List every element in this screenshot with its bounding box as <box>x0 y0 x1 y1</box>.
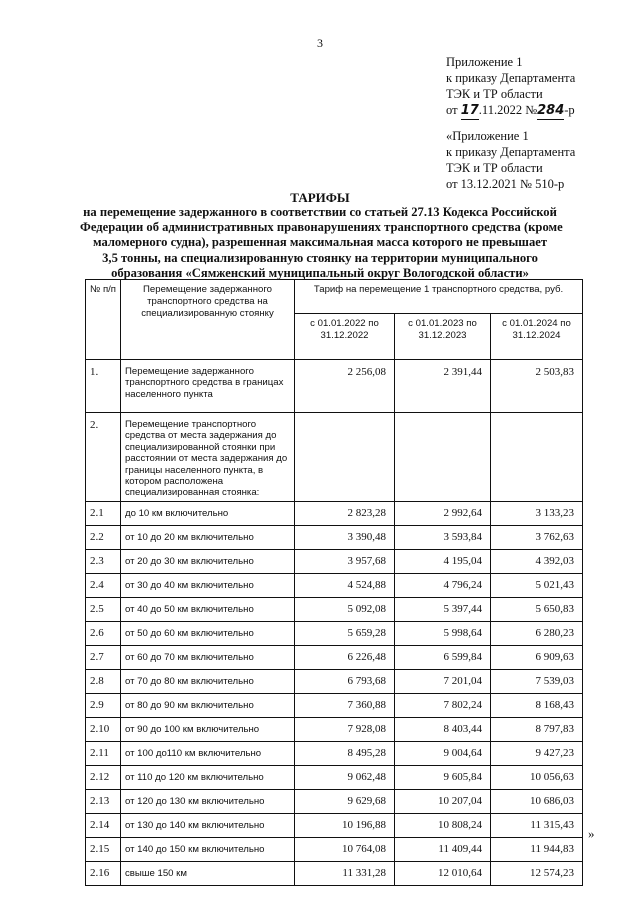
order-suffix: -р <box>564 103 575 117</box>
tariff-table <box>85 279 583 886</box>
tariff-2023: 3 593,84 <box>395 525 491 549</box>
table-row <box>86 525 583 549</box>
row-number: 2.2 <box>86 525 121 549</box>
tariff-2024: 11 315,43 <box>491 813 583 837</box>
row-number: 2.9 <box>86 693 121 717</box>
appendix-line: к приказу Департамента <box>446 71 576 85</box>
tariff-2023 <box>395 413 491 502</box>
table-row <box>86 765 583 789</box>
tariff-2022: 3 957,68 <box>295 549 395 573</box>
tariff-2022: 7 928,08 <box>295 717 395 741</box>
row-number: 2.14 <box>86 813 121 837</box>
tariff-2022: 4 524,88 <box>295 573 395 597</box>
tariff-2024: 6 909,63 <box>491 645 583 669</box>
handwritten-day: 17 <box>460 103 479 118</box>
row-description: от 70 до 80 км включительно <box>121 669 295 693</box>
tariff-2024: 5 650,83 <box>491 597 583 621</box>
tariff-2023: 10 207,04 <box>395 789 491 813</box>
tariff-2023: 11 409,44 <box>395 837 491 861</box>
row-number: 2.11 <box>86 741 121 765</box>
row-number: 2.15 <box>86 837 121 861</box>
table-row <box>86 360 583 413</box>
tariff-2023: 12 010,64 <box>395 861 491 885</box>
date-rest: .11.2022 № <box>478 103 538 117</box>
row-description: от 30 до 40 км включительно <box>121 573 295 597</box>
row-number: 2.6 <box>86 621 121 645</box>
row-description: от 50 до 60 км включительно <box>121 621 295 645</box>
tariff-2022: 11 331,28 <box>295 861 395 885</box>
table-row <box>86 573 583 597</box>
tariff-2022: 7 360,88 <box>295 693 395 717</box>
tariff-2024: 11 944,83 <box>491 837 583 861</box>
table-row <box>86 597 583 621</box>
tariff-2023: 8 403,44 <box>395 717 491 741</box>
tariff-2024: 7 539,03 <box>491 669 583 693</box>
header-tariff-group: Тариф на перемещение 1 транспортного средства, руб. <box>295 280 583 314</box>
row-description: от 40 до 50 км включительно <box>121 597 295 621</box>
tariff-2022: 10 764,08 <box>295 837 395 861</box>
header-period-2024: с 01.01.2024 по 31.12.2024 <box>491 314 583 360</box>
appendix-date-line <box>446 102 575 120</box>
subtitle-line: маломерного судна), разрешенная максимальная масса которого не превышает <box>92 235 548 250</box>
appendix-line: «Приложение 1 <box>446 129 529 143</box>
row-description: от 90 до 100 км включительно <box>121 717 295 741</box>
row-description: от 10 до 20 км включительно <box>121 525 295 549</box>
table-row <box>86 549 583 573</box>
closing-quote: » <box>588 826 595 841</box>
page-number: 3 <box>317 36 323 50</box>
row-number: 2. <box>86 413 121 502</box>
tariff-2024: 10 686,03 <box>491 789 583 813</box>
appendix-block-old <box>446 128 575 192</box>
row-description: от 120 до 130 км включительно <box>121 789 295 813</box>
tariff-2022: 9 062,48 <box>295 765 395 789</box>
tariff-2022: 6 226,48 <box>295 645 395 669</box>
tariff-2022: 3 390,48 <box>295 525 395 549</box>
tariff-2024: 4 392,03 <box>491 549 583 573</box>
row-description: от 130 до 140 км включительно <box>121 813 295 837</box>
tariff-2024: 6 280,23 <box>491 621 583 645</box>
table-row <box>86 669 583 693</box>
tariff-2024: 3 762,63 <box>491 525 583 549</box>
row-number: 1. <box>86 360 121 413</box>
row-number: 2.13 <box>86 789 121 813</box>
appendix-line: ТЭК и ТР области <box>446 87 543 101</box>
tariff-2023: 9 605,84 <box>395 765 491 789</box>
row-description: свыше 150 км <box>121 861 295 885</box>
row-description: от 100 до110 км включительно <box>121 741 295 765</box>
tariff-2024: 9 427,23 <box>491 741 583 765</box>
table-row <box>86 717 583 741</box>
row-number: 2.3 <box>86 549 121 573</box>
tariff-2024: 5 021,43 <box>491 573 583 597</box>
document-title: ТАРИФЫ <box>290 190 350 205</box>
tariff-2023: 10 808,24 <box>395 813 491 837</box>
tariff-2023: 7 201,04 <box>395 669 491 693</box>
header-period-2022: с 01.01.2022 по 31.12.2022 <box>295 314 395 360</box>
tariff-2023: 2 992,64 <box>395 501 491 525</box>
tariff-2024: 12 574,23 <box>491 861 583 885</box>
row-number: 2.16 <box>86 861 121 885</box>
table-row <box>86 501 583 525</box>
row-description: от 20 до 30 км включительно <box>121 549 295 573</box>
row-number: 2.8 <box>86 669 121 693</box>
row-description: до 10 км включительно <box>121 501 295 525</box>
date-prefix: от <box>446 103 458 117</box>
tariff-2022: 8 495,28 <box>295 741 395 765</box>
subtitle-line: 3,5 тонны, на специализированную стоянку на территории муниципального <box>102 250 538 265</box>
table-row <box>86 413 583 502</box>
subtitle-line: образования «Сямженский муниципальный округ Вологодской области» <box>111 265 529 280</box>
tariff-2024 <box>491 413 583 502</box>
table-row <box>86 789 583 813</box>
tariff-2022: 5 092,08 <box>295 597 395 621</box>
subtitle-line: на перемещение задержанного в соответствии со статьей 27.13 Кодекса Российской <box>83 205 557 219</box>
table-body <box>86 360 583 886</box>
table-row <box>86 861 583 885</box>
tariff-2022 <box>295 413 395 502</box>
row-number: 2.1 <box>86 501 121 525</box>
tariff-2022: 6 793,68 <box>295 669 395 693</box>
appendix-line: ТЭК и ТР области <box>446 161 543 175</box>
row-description: от 80 до 90 км включительно <box>121 693 295 717</box>
row-number: 2.5 <box>86 597 121 621</box>
tariff-2024: 8 797,83 <box>491 717 583 741</box>
tariff-2022: 2 256,08 <box>295 360 395 413</box>
row-description: от 60 до 70 км включительно <box>121 645 295 669</box>
header-description: Перемещение задержанного транспортного средства на специализированную стоянку <box>121 280 295 360</box>
tariff-2024: 10 056,63 <box>491 765 583 789</box>
tariff-2023: 4 796,24 <box>395 573 491 597</box>
header-period-2023: с 01.01.2023 по 31.12.2023 <box>395 314 491 360</box>
header-number: № п/п <box>86 280 121 360</box>
table-row <box>86 741 583 765</box>
row-description: Перемещение задержанного транспортного средства в границах населенного пункта <box>121 360 295 413</box>
appendix-line: от 13.12.2021 № 510-р <box>446 177 565 191</box>
table-row <box>86 621 583 645</box>
tariff-2023: 4 195,04 <box>395 549 491 573</box>
table-row <box>86 813 583 837</box>
tariff-2023: 5 998,64 <box>395 621 491 645</box>
row-description: от 110 до 120 км включительно <box>121 765 295 789</box>
subtitle-line: Федерации об административных правонарушениях транспортного средства (кроме <box>80 220 563 235</box>
tariff-2022: 9 629,68 <box>295 789 395 813</box>
row-number: 2.7 <box>86 645 121 669</box>
handwritten-order-number: 284 <box>537 103 565 118</box>
appendix-block-new <box>446 54 575 120</box>
row-number: 2.4 <box>86 573 121 597</box>
document-subtitle <box>80 205 563 281</box>
row-number: 2.12 <box>86 765 121 789</box>
tariff-2022: 10 196,88 <box>295 813 395 837</box>
tariff-2023: 9 004,64 <box>395 741 491 765</box>
row-description: Перемещение транспортного средства от места задержания до специализированной стоянки при расстоянии от места задержания до границы населенного пункта, в котором расположена специализированная стоянка: <box>121 413 295 502</box>
row-number: 2.10 <box>86 717 121 741</box>
table-row <box>86 693 583 717</box>
table-row <box>86 645 583 669</box>
row-description: от 140 до 150 км включительно <box>121 837 295 861</box>
tariff-2022: 5 659,28 <box>295 621 395 645</box>
appendix-line: Приложение 1 <box>446 55 523 69</box>
tariff-2022: 2 823,28 <box>295 501 395 525</box>
tariff-2024: 3 133,23 <box>491 501 583 525</box>
table-row <box>86 837 583 861</box>
tariff-2023: 7 802,24 <box>395 693 491 717</box>
tariff-2023: 2 391,44 <box>395 360 491 413</box>
tariff-2024: 2 503,83 <box>491 360 583 413</box>
tariff-2024: 8 168,43 <box>491 693 583 717</box>
tariff-2023: 6 599,84 <box>395 645 491 669</box>
appendix-line: к приказу Департамента <box>446 145 576 159</box>
tariff-2023: 5 397,44 <box>395 597 491 621</box>
